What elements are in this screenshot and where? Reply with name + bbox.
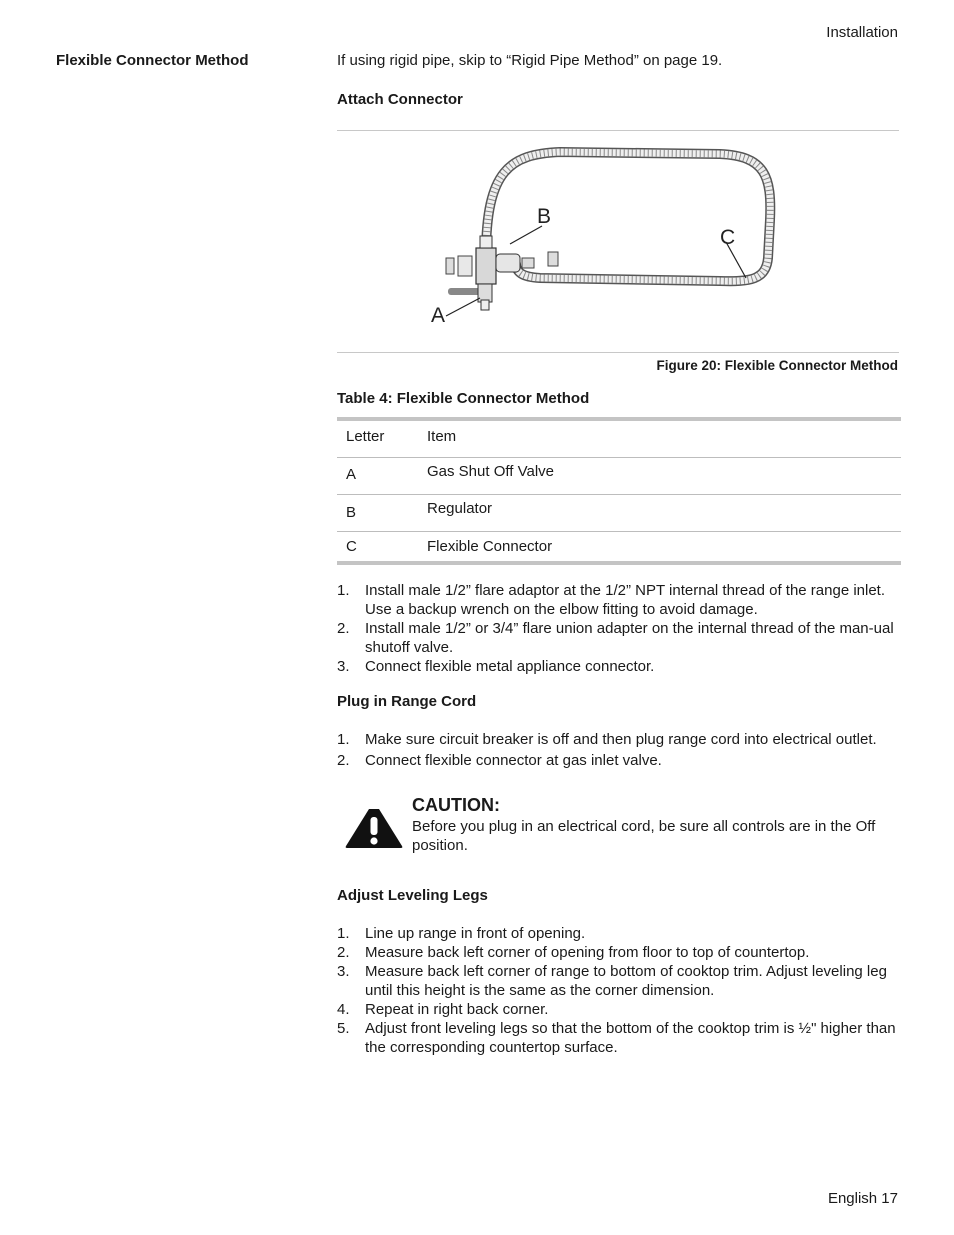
table-cell-item: Regulator	[418, 494, 901, 531]
list-item	[337, 924, 899, 943]
list-item	[337, 730, 899, 749]
step-text: Line up range in front of opening.	[365, 925, 586, 942]
list-item	[337, 581, 899, 619]
table-cell-letter: A	[337, 457, 418, 494]
step-number: 3.	[337, 658, 350, 675]
page-footer: English 17	[827, 1190, 898, 1207]
figure-caption: Figure 20: Flexible Connector Method	[656, 358, 898, 373]
step-number: 4.	[337, 1001, 350, 1018]
table-title: Table 4: Flexible Connector Method	[337, 390, 590, 407]
connector-parts-table	[337, 417, 901, 561]
figure-label-c: C	[720, 226, 736, 249]
step-number: 1.	[337, 925, 350, 942]
attach-connector-heading: Attach Connector	[337, 91, 463, 108]
list-item	[337, 619, 899, 657]
table-header-item: Item	[427, 428, 457, 445]
list-item	[337, 962, 899, 1000]
header-section-label: Installation	[826, 24, 898, 41]
attach-steps-list	[337, 581, 899, 676]
leader-line-b	[510, 226, 542, 244]
table-cell-letter: C	[337, 531, 418, 561]
figure-label-a: A	[431, 304, 446, 327]
plug-in-heading: Plug in Range Cord	[337, 693, 477, 710]
flexible-connector-illustration	[420, 140, 790, 340]
table-cell-letter: B	[337, 494, 418, 531]
table-bottom-border	[337, 561, 901, 565]
step-text: Install male 1/2” flare adaptor at the 1/2” NPT internal thread of the range inlet. Use a backup wrench on the elbow fitting to avoid damage.	[365, 582, 886, 618]
list-item	[337, 1019, 899, 1057]
list-item	[337, 1000, 899, 1019]
plug-steps-list	[337, 730, 899, 770]
leveling-legs-heading: Adjust Leveling Legs	[337, 887, 488, 904]
step-text: Measure back left corner of opening from floor to top of countertop.	[365, 944, 810, 961]
list-item	[337, 943, 899, 962]
table-header-row	[337, 417, 901, 457]
step-number: 2.	[337, 944, 350, 961]
table-row	[337, 531, 901, 561]
figure-bottom-rule	[337, 352, 899, 353]
table-row	[337, 494, 901, 531]
step-text: Repeat in right back corner.	[365, 1001, 549, 1018]
table-row	[337, 457, 901, 494]
warning-icon	[345, 807, 403, 849]
sidebar-heading: Flexible Connector Method	[56, 52, 249, 69]
caution-title: CAUTION:	[412, 795, 500, 815]
step-number: 3.	[337, 963, 350, 980]
list-item	[337, 751, 899, 770]
step-number: 2.	[337, 620, 350, 637]
step-number: 1.	[337, 731, 350, 748]
step-text: Connect flexible connector at gas inlet valve.	[365, 752, 662, 769]
caution-text: Before you plug in an electrical cord, be sure all controls are in the Off position.	[412, 818, 876, 854]
table-cell-item: Gas Shut Off Valve	[418, 457, 901, 494]
step-number: 1.	[337, 582, 350, 599]
leader-line-a	[446, 298, 480, 316]
step-text: Install male 1/2” or 3/4” flare union adapter on the internal thread of the man-ual shutoff valve.	[365, 620, 894, 656]
leveling-steps-list	[337, 924, 899, 1057]
step-text: Connect flexible metal appliance connector.	[365, 658, 655, 675]
table-cell-item: Flexible Connector	[418, 531, 901, 561]
gas-shut-off-valve	[448, 284, 492, 310]
step-text: Make sure circuit breaker is off and then plug range cord into electrical outlet.	[365, 731, 877, 748]
table-header-letter: Letter	[346, 428, 385, 445]
list-item	[337, 657, 899, 676]
figure-top-rule	[337, 130, 899, 131]
step-number: 2.	[337, 752, 350, 769]
step-number: 5.	[337, 1020, 350, 1037]
intro-text: If using rigid pipe, skip to “Rigid Pipe Method” on page 19.	[337, 52, 723, 69]
step-text: Measure back left corner of range to bottom of cooktop trim. Adjust leveling leg until this height is the same as the corner dimension.	[365, 963, 887, 999]
figure-label-b: B	[537, 205, 552, 228]
step-text: Adjust front leveling legs so that the bottom of the cooktop trim is ½" higher than the corresponding countertop surface.	[365, 1020, 896, 1056]
